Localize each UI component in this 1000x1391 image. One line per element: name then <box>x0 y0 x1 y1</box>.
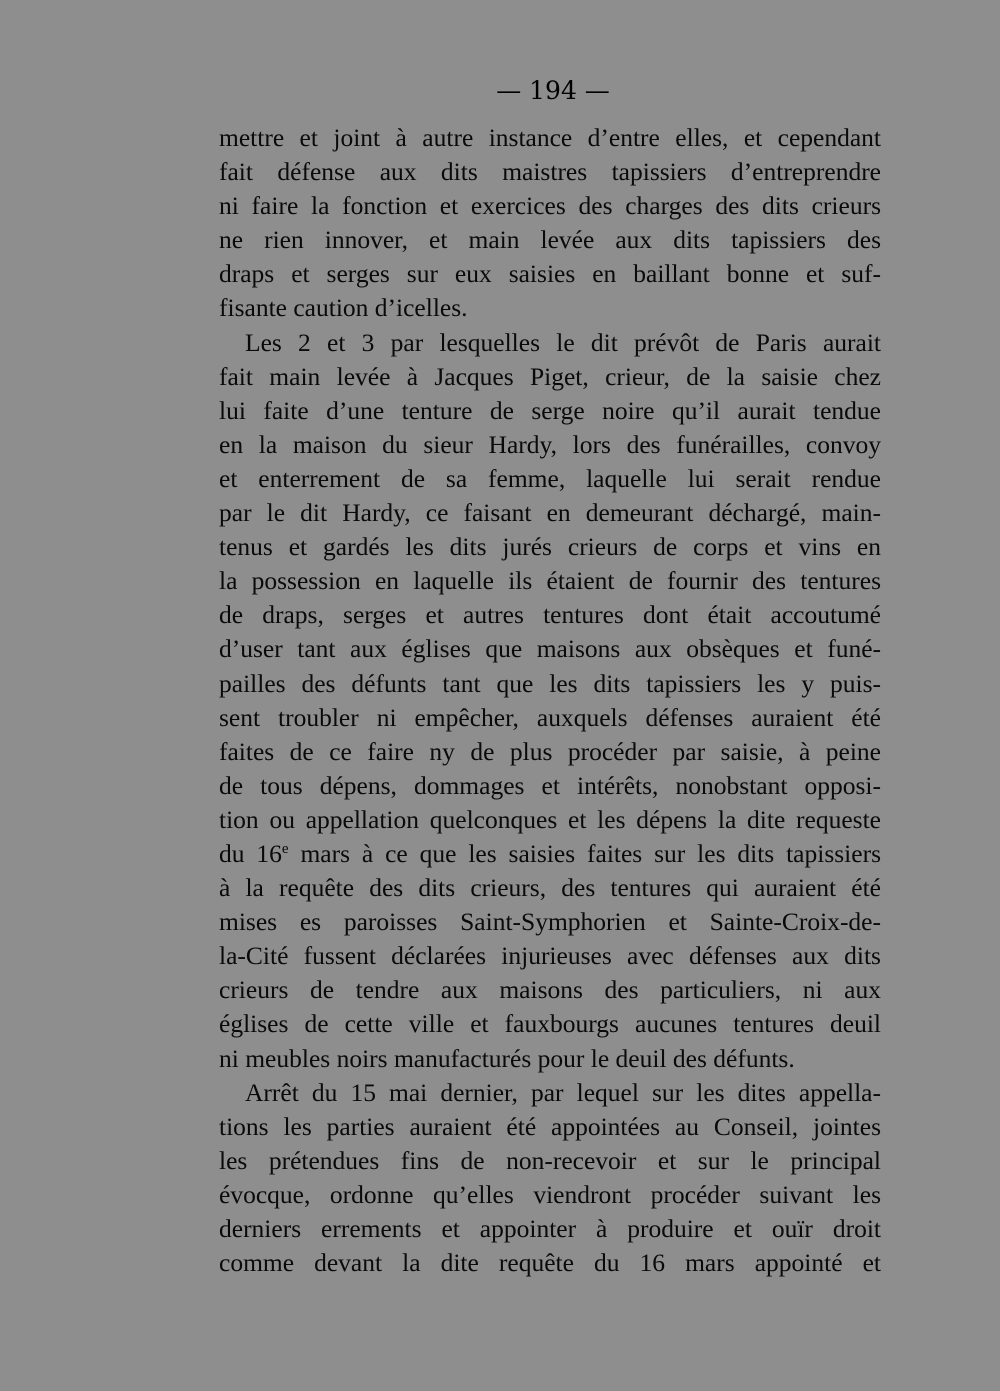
text-line <box>219 837 881 871</box>
text-line: de draps, serges et autres tentures dont était accoutumé <box>219 600 881 630</box>
text-line: en la maison du sieur Hardy, lors des funérailles, convoy <box>219 429 881 459</box>
text-line: draps et serges sur eux saisies en baillant bonne et suf- <box>219 259 881 289</box>
text-line: les prétendues fins de non-recevoir et sur le principal <box>219 1145 881 1175</box>
text-line: fisante caution d’icelles. <box>219 293 468 323</box>
text-line: d’user tant aux églises que maisons aux obsèques et funé- <box>219 634 881 664</box>
paragraph-start-line: Arrêt du 15 mai dernier, par lequel sur les dites appella- <box>245 1077 881 1107</box>
paragraph-start-line: Les 2 et 3 par lesquelles le dit prévôt de Paris aurait <box>245 327 881 357</box>
text-line: lui faite d’une tenture de serge noire qu’il aurait tendue <box>219 395 881 425</box>
text-line: de tous dépens, dommages et intérêts, nonobstant opposi- <box>219 770 881 800</box>
text-segment: mars à ce que les saisies faites sur les dits tapissiers <box>288 838 882 868</box>
text-line: mettre et joint à autre instance d’entre elles, et cependant <box>219 123 881 152</box>
text-segment: du 16 <box>219 838 282 868</box>
text-line: tion ou appellation quelconques et les dépens la dite requeste <box>219 804 881 834</box>
text-line: sent troubler ni empêcher, auxquels défenses auraient été <box>219 702 881 732</box>
text-line: tions les parties auraient été appointées au Conseil, jointes <box>219 1111 881 1141</box>
text-line: derniers errements et appointer à produire et ouïr droit <box>219 1214 881 1243</box>
text-line: comme devant la dite requête du 16 mars appointé et <box>219 1248 881 1278</box>
superscript: e <box>281 840 289 857</box>
text-line: par le dit Hardy, ce faisant en demeurant déchargé, main- <box>219 498 881 528</box>
text-line: la-Cité fussent déclarées injurieuses avec défenses aux dits <box>219 941 881 971</box>
text-line: évocque, ordonne qu’elles viendront procéder suivant les <box>219 1179 881 1209</box>
text-line: et enterrement de sa femme, laquelle lui serait rendue <box>219 463 881 493</box>
body-text <box>219 121 881 1280</box>
text-line: fait défense aux dits maistres tapissiers d’entreprendre <box>219 157 881 187</box>
text-line: à la requête des dits crieurs, des tentures qui auraient été <box>219 873 881 903</box>
text-line: crieurs de tendre aux maisons des particuliers, ni aux <box>219 975 881 1005</box>
text-line: fait main levée à Jacques Piget, crieur, de la saisie chez <box>219 361 881 391</box>
text-line: ni faire la fonction et exercices des charges des dits crieurs <box>219 191 881 221</box>
page-number: — 194 — <box>496 76 610 105</box>
text-line: tenus et gardés les dits jurés crieurs de corps et vins en <box>219 532 881 562</box>
text-line: la possession en laquelle ils étaient de fournir des tentures <box>219 566 881 596</box>
text-line: mises es paroisses Saint-Symphorien et Sainte-Croix-de- <box>219 907 881 937</box>
text-line: ne rien innover, et main levée aux dits tapissiers des <box>219 225 881 255</box>
text-line: pailles des défunts tant que les dits tapissiers les y puis- <box>219 668 881 698</box>
text-line: faites de ce faire ny de plus procéder par saisie, à peine <box>219 736 881 766</box>
text-line: ni meubles noirs manufacturés pour le deuil des défunts. <box>219 1043 795 1073</box>
text-line: églises de cette ville et fauxbourgs aucunes tentures deuil <box>219 1009 881 1039</box>
